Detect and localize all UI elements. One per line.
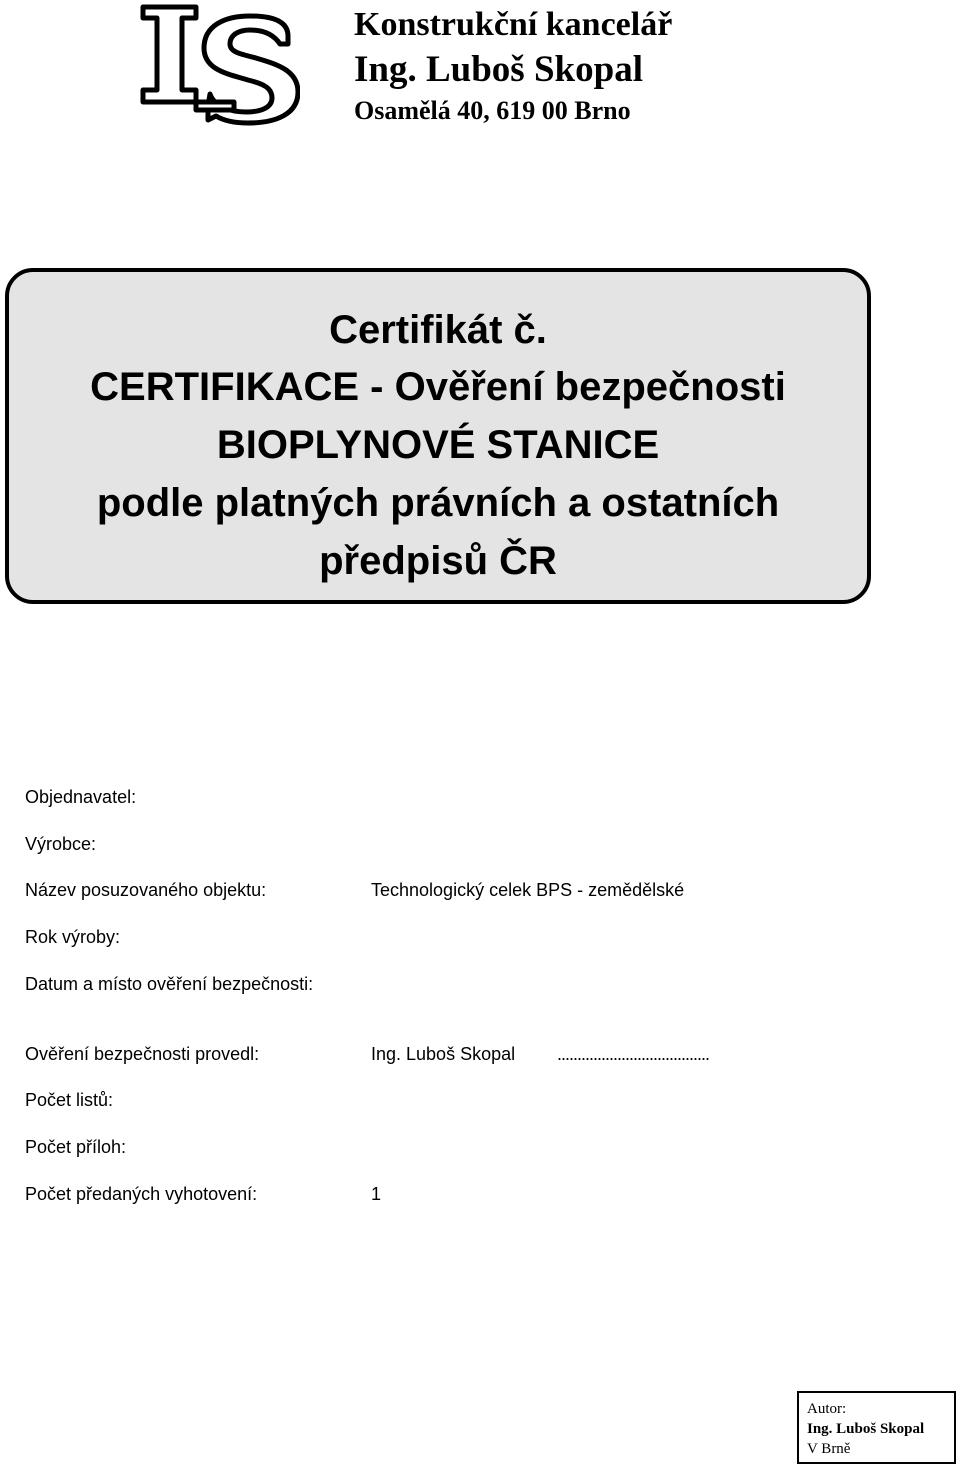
company-header — [354, 4, 672, 128]
provedl-value: Ing. Luboš Skopal — [371, 1044, 516, 1064]
company-address: Osamělá 40, 619 00 Brno — [354, 96, 631, 125]
datum-misto-label: Datum a místo ověření bezpečnosti: — [25, 974, 314, 994]
certificate-heading: CERTIFIKACE - Ověření bezpečnosti — [90, 365, 786, 409]
objednavatel-label: Objednavatel: — [25, 787, 137, 807]
author-label: Autor: — [807, 1401, 847, 1417]
certificate-basis-line2: předpisů ČR — [319, 539, 557, 583]
author-box — [797, 1391, 956, 1464]
nazev-objektu-label: Název posuzovaného objektu: — [25, 880, 267, 900]
pocet-vyhotoveni-value: 1 — [371, 1184, 382, 1204]
company-owner: Ing. Luboš Skopal — [354, 49, 643, 90]
provedl-label: Ověření bezpečnosti provedl: — [25, 1044, 260, 1064]
signature-dots: ...................................... — [557, 1044, 710, 1064]
pocet-priloh-label: Počet příloh: — [25, 1137, 127, 1157]
certificate-number-title: Certifikát č. — [329, 308, 547, 352]
vyrobce-label: Výrobce: — [25, 834, 97, 854]
pocet-listu-label: Počet listů: — [25, 1090, 114, 1110]
rok-vyroby-label: Rok výroby: — [25, 927, 121, 947]
certificate-subject: BIOPLYNOVÉ STANICE — [216, 423, 660, 467]
company-name: Konstrukční kancelář — [354, 6, 673, 43]
nazev-objektu-value: Technologický celek BPS - zemědělské — [371, 880, 685, 900]
certificate-basis-line1: podle platných právních a ostatních — [96, 481, 780, 525]
pocet-vyhotoveni-label: Počet předaných vyhotovení: — [25, 1184, 258, 1204]
company-logo — [138, 2, 300, 126]
certificate-title-box — [5, 268, 871, 604]
author-name: Ing. Luboš Skopal — [807, 1421, 925, 1437]
author-place: V Brně — [807, 1441, 851, 1457]
